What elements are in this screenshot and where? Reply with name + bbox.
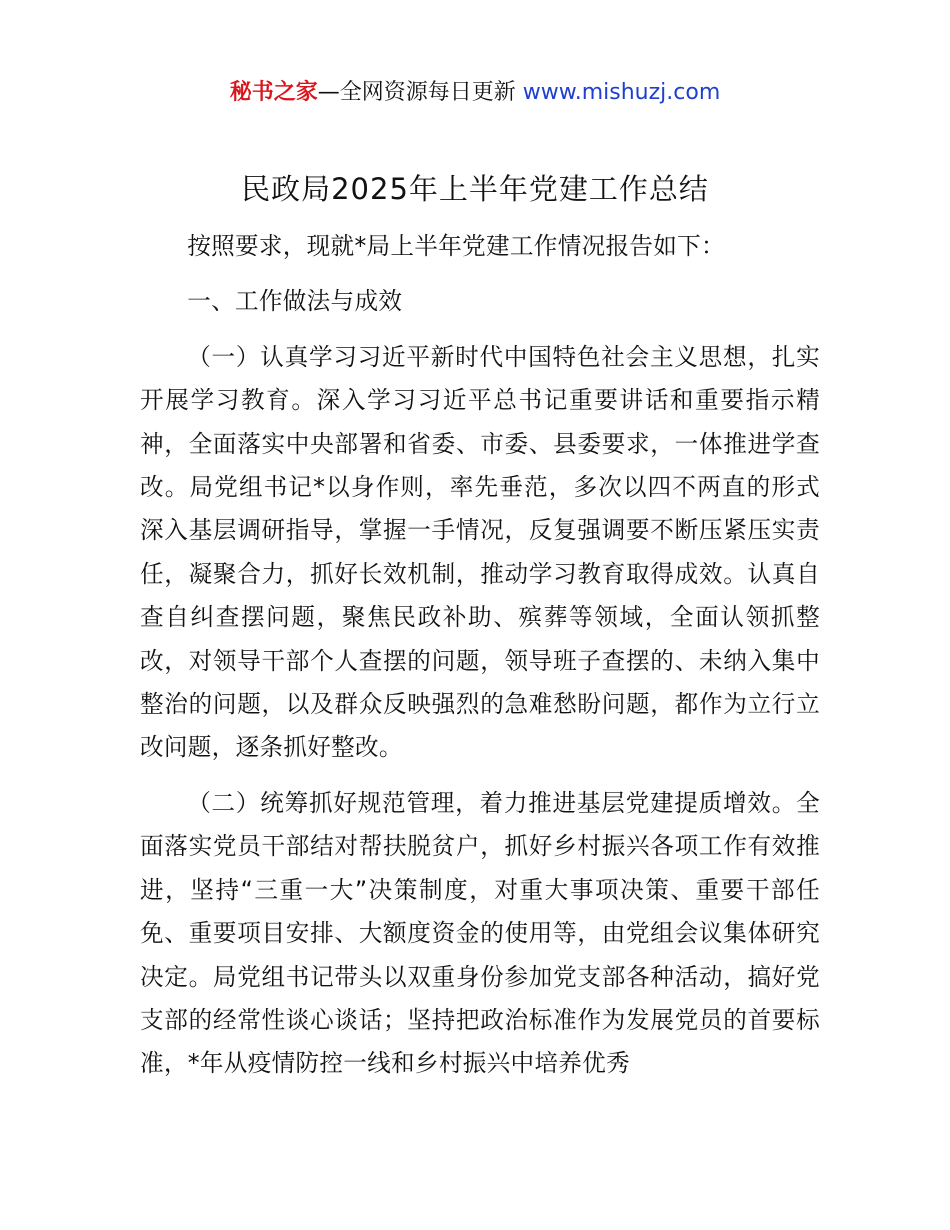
body-paragraph: （二）统筹抓好规范管理，着力推进基层党建提质增效。全面落实党员干部结对帮扶脱贫户，抓好乡村振兴各项工作有效推进，坚持“三重一大”决策制度，对重大事项决策、重要干部任免、重要项目安排、大额度资金的使用等，由党组会议集体研究决定。局党组书记带头以双重身份参加党支部各种活动，搞好党支部的经常性谈心谈话；坚持把政治标准作为发展党员的首要标准，*年从疫情防控一线和乡村振兴中培养优秀 bbox=[140, 788, 820, 1078]
document-title: 民政局2025年上半年党建工作总结 bbox=[241, 172, 709, 206]
body-paragraph: （一）认真学习习近平新时代中国特色社会主义思想，扎实开展学习教育。深入学习习近平总书记重要讲话和重要指示精神，全面落实中央部署和省委、市委、县委要求，一体推进学查改。局党组书记*以身作则，率先垂范，多次以四不两直的形式深入基层调研指导，掌握一手情况，反复强调要不断压紧压实责任，凝聚合力，抓好长效机制，推动学习教育取得成效。认真自查自纠查摆问题，聚焦民政补助、殡葬等领域，全面认领抓整改，对领导干部个人查摆的问题，领导班子查摆的、未纳入集中整治的问题，以及群众反映强烈的急难愁盼问题，都作为立行立改问题，逐条抓好整改。 bbox=[140, 342, 820, 762]
site-url-link[interactable]: www.mishuzj.com bbox=[522, 80, 721, 105]
intro-paragraph: 按照要求，现就*局上半年党建工作情况报告如下： bbox=[187, 232, 725, 260]
section-heading: 一、工作做法与成效 bbox=[187, 287, 403, 316]
site-header bbox=[0, 78, 950, 108]
document-body bbox=[140, 225, 820, 1086]
header-tagline: —全网资源每日更新 bbox=[317, 80, 516, 105]
brand-name: 秘书之家 bbox=[229, 80, 318, 105]
